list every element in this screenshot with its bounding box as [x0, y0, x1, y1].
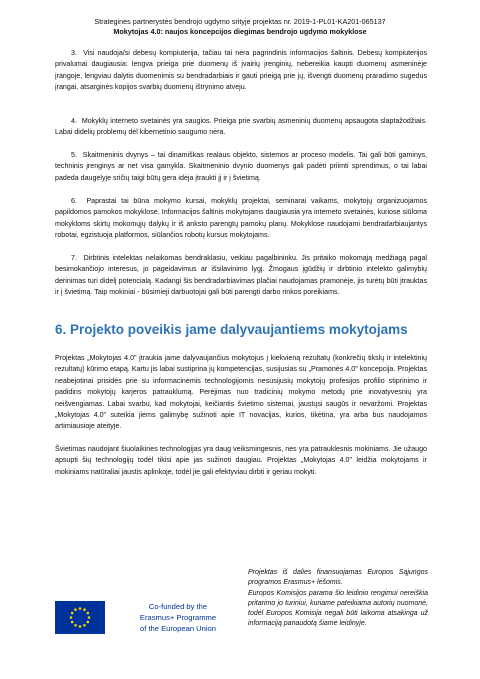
body-paragraph: Projektas „Mokytojas 4.0" įtraukia jame dalyvaujančius mokytojus į kiekvieną rezultatų (konkrečių tikslų ir intelektinių rezultatų) kūrimo etapą. Kartu jis labai sustiprina jų kompetencijas, susijusias su „Pramonės 4.0" koncepcija. Projektas neabejotinai prisidės prie su informacinėmis technologijomis nesusijusių mokytojų profesijos profilio stiprinimo ir padidins mokytojų karjeros patrauklumą. Perėjimas nuo tradicinių mokymo metodų prie inovatyvesnių yra neišvengiamas. Labai svarbu, kad mokytojai, keičiantis švietimo sistemai, jaustųsi saugūs ir nevaržomi. Projektas „Mokytojas 4.0" suteikia jiems galimybę sužinoti apie IT novacijas, kurios, tikėtina, yra arba bus naudojamos artimiausioje ateityje. — [55, 354, 427, 431]
numbered-item-4: 4. Mokyklų interneto svetainės yra saugios. Prieiga prie svarbių asmeninių duomenų apsaugota slaptažodžiais. Labai didelių problemų dėl kibernetinio saugumo nėra. — [55, 117, 427, 137]
disclaimer-responsibility: Europos Komisijos parama šio leidinio rengimui nereiškia pritarimo jo turiniui, kuriame pateikiama autorių nuomonė, todėl Europos Komisija negali būti laikoma atsakinga už informaciją panaudotą šiame leidinyje. — [248, 589, 428, 628]
numbered-item-5: 5. Skaitmeninis dvynys – tai dinamiškas realaus objekto, sistemos ar proceso modelis. Tai gali būti gaminys, techninis įrenginys ar net visa gamykla. Skaitmeninio dvynio duomenys gali padėti priimti sprendimus, o tai labai padeda daugelyje sričių taigi būtų gera idėja įtraukti jį ir į švietimą. — [55, 151, 427, 182]
body-paragraph: Švietimas naudojant šiuolaikines technologijas yra daug veiksmingesnis, nes yra patrauklesnis mokiniams. Jie užaugo apsupti šių technologijų todėl tikisi apie jas sužinoti daugiau. Projektas „Mokytojas 4.0" leidžia mokytojams ir mokiniams natūraliai jaustis aplinkoje, todėl jie gali efektyviau dirbti ir geriau mokyti. — [55, 445, 427, 476]
numbered-item-3: 3. Visi naudoja/si debesų kompiuterija, tačiau tai nėra pagrindinis informacijos šaltinis. Debesų kompiuterijos privalumai daugiausia: lengva prieiga prie duomenų iš įvairių įrenginių, nebereikia kaupti duomenų asmeninėje įrangoje, lengviau dalytis duomenimis su bendradarbiais ir gauti prieigą prie jų, išvengti duomenų praradimo sugedus įrangai, atsarginės kopijos svarbių duomenų ištrynimo atveju. — [55, 49, 427, 92]
funding-disclaimer — [248, 568, 428, 630]
cofunded-label: Co-funded by the Erasmus+ Programme of the European Union — [139, 602, 217, 633]
eu-flag-icon — [55, 601, 105, 634]
header-project-line: Strateginės partnerystės bendrojo ugdymo srityje projektas nr. 2019-1-PL01-KA201-065137 — [94, 17, 386, 26]
page-header — [50, 17, 430, 37]
header-title-line: Mokytojas 4.0: naujos koncepcijos diegimas bendrojo ugdymo mokyklose — [113, 27, 367, 36]
numbered-item-7: 7. Dirbtinis intelektas nelaikomas bendraklasiu, veikiau pagalbininku. Jis pritaiko mokomąją medžiagą pagal besimokančiojo interesus, jo pageidavimus ar išsilavinimo lygį. Žmogaus įgūdžių ir dirbtinio intelekto galimybių derinimas turi didelį potencialą. Kadangi šis bendradarbiavimas plačiai naudojamas pramonėje, jis turėtų būti įtrauktas ir į švietimą. Taip mokiniai - būsimieji darbuotojai gali būti parengti darbo rinkos poreikiams. — [55, 254, 427, 297]
section-heading: 6. Projekto poveikis jame dalyvaujantiems mokytojams — [55, 322, 408, 337]
erasmus-logo — [55, 597, 245, 637]
disclaimer-funding: Projektas iš dalies finansuojamas Europos Sąjungos programos Erasmus+ lėšomis. — [248, 569, 428, 587]
numbered-item-6: 6. Paprastai tai būna mokymo kursai, mokyklų projektai, seminarai vaikams, mokytojų organizuojamos papildomos pamokos mokyklose. Informacijos šaltinis mokytojams daugiausia yra interneto svetainės, kuriose siūloma mokykloms skirtų mokomųjų dalykų ir iš anksto parengtų pamokų planų. Mokyklose naudojami bendradarbiaujantys robotai, egzistuoja platformos, siūlančios robotų kursus mokytojams. — [55, 197, 427, 240]
